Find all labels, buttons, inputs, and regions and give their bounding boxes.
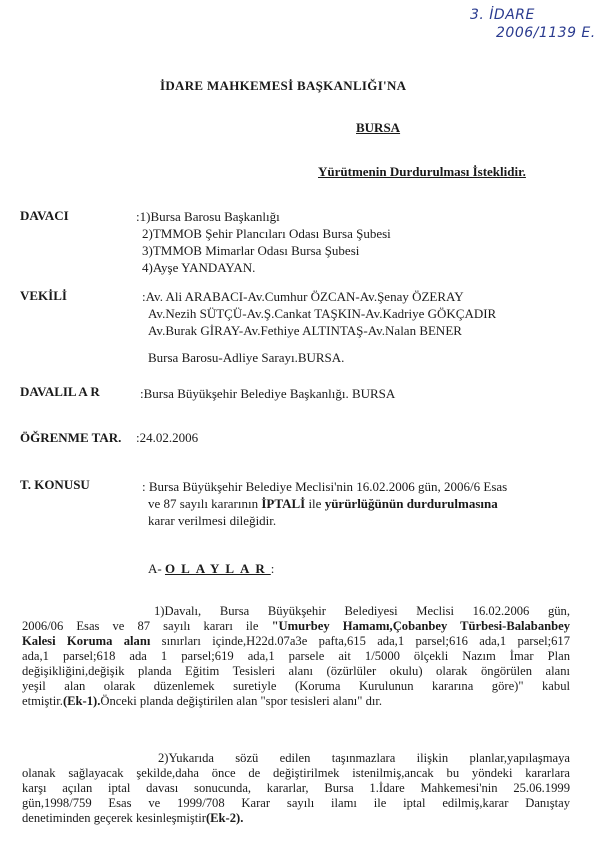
plaintiff-list [136,208,391,276]
attorneys-line-3: Av.Burak GİRAY-Av.Fethiye ALTINTAŞ-Av.Nalan BENER [148,323,462,338]
subject-line-1: : Bursa Büyükşehir Belediye Meclisi'nin 16.02.2006 gün, 2006/6 Esas [142,479,508,494]
p1-line-3 [22,634,570,649]
attorneys-address: Bursa Barosu-Adliye Sarayı.BURSA. [148,350,345,365]
p2-line-3: karşı açılan iptal davası sonucunda, kararlar, Bursa 1.İdare Mahkemesi'nin 25.06.1999 [22,781,570,795]
subject-text [142,478,507,529]
learned-date-label: ÖĞRENME TAR. [20,430,122,445]
p1-line-5: değişikliğini,değişik planda Eğitim Tesisleri alanı (özürlüler okulu) olarak öngörülen alanı [22,664,570,678]
p2-line-5-a: denetiminden geçerek kesinleşmiştir [22,811,206,825]
attorneys-line-2: Av.Nezih SÜTÇÜ-Av.Ş.Cankat TAŞKIN-Av.Kadriye GÖKÇADIR [148,306,497,321]
p2-line-2: olanak sağlayacak şekilde,daha önce de değiştirilmek istenilmiş,ancak bu yöndeki kararlara [22,766,570,780]
subject-line-3: karar verilmesi dileğidir. [148,513,277,528]
p1-line-6: yeşil alan olarak düzenlemek suretiyle (Koruma Kurulunun kararına göre)" kabul [22,679,570,693]
plaintiff-1: :1)Bursa Barosu Başkanlığı [136,209,280,224]
p1-annex-1: (Ek-1). [62,694,101,708]
attorneys-line-1: :Av. Ali ARABACI-Av.Cumhur ÖZCAN-Av.Şenay ÖZERAY [142,289,464,304]
handwritten-court: 3. İDARE [470,7,535,23]
p1-line-7-c: Önceki planda değiştirilen alan "spor tesisleri alanı" dır. [100,694,383,708]
learned-date-value: :24.02.2006 [136,430,199,445]
p2-line-1: 2)Yukarıda sözü edilen taşınmazlara ilişkin planlar,yapılaşmaya [158,751,570,765]
p1-line-3-a: Kalesi Koruma alanı [22,634,151,648]
p2-annex-2: (Ek-2). [205,811,244,825]
p2-line-4: gün,1998/759 Esas ve 1999/708 Karar sayılı ilamı ile iptal edilmiş,karar Danıştay [22,796,570,810]
defendant-label: DAVALIL A R [20,384,100,399]
handwritten-case-note [468,6,596,42]
attorneys-label: VEKİLİ [20,288,67,303]
court-heading: İDARE MAHKEMESİ BAŞKANLIĞI'NA [160,78,407,93]
subject-line-2 [142,495,507,512]
p2-line-5 [22,811,570,826]
subject-line-2-a: ve 87 sayılı kararının [148,496,262,511]
plaintiff-2: 2)TMMOB Şehir Plancıları Odası Bursa Şubesi [142,226,391,241]
section-title: OLAYLAR [164,561,271,576]
p1-line-2-b: "Umurbey Hamamı,Çobanbey Türbesi-Balabanbey [271,619,571,633]
p1-line-7 [22,694,570,709]
plaintiff-3: 3)TMMOB Mimarlar Odası Bursa Şubesi [142,243,360,258]
section-suffix: : [270,561,275,576]
p1-line-1: 1)Davalı, Bursa Büyükşehir Belediyesi Meclisi 16.02.2006 gün, [154,604,570,618]
subject-annulment: İPTALİ [261,496,306,511]
p1-line-2-a: 2006/06 Esas ve 87 sayılı kararı ile [22,619,272,633]
defendant-value: :Bursa Büyükşehir Belediye Başkanlığı. BURSA [140,386,396,401]
plaintiff-4: 4)Ayşe YANDAYAN. [142,260,256,275]
stay-request-note: Yürütmenin Durdurulması İsteklidir. [318,164,526,179]
paragraph-2 [22,751,570,826]
section-heading [148,561,274,577]
p1-line-2 [22,619,570,634]
paragraph-1 [22,604,570,709]
section-prefix: A- [148,561,162,576]
p1-line-4: ada,1 parsel;618 ada 1 parsel;619 ada,1 parsele ait 1/5000 ölçekli Nazım İmar Plan [22,649,570,663]
p1-line-3-b: sınırları içinde,H22d.07a3e pafta,615 ada,1 parsel;616 ada,1 parsel;617 [150,634,570,648]
subject-stay: yürürlüğünün durdurulmasına [324,496,498,511]
handwritten-case-number: 2006/1139 E. [496,25,596,41]
plaintiff-label: DAVACI [20,208,69,223]
p1-line-7-a: etmiştir. [22,694,63,708]
attorneys-list [142,288,496,339]
subject-label: T. KONUSU [20,477,90,492]
subject-line-2-c: ile [305,496,325,511]
court-city: BURSA [356,120,401,135]
